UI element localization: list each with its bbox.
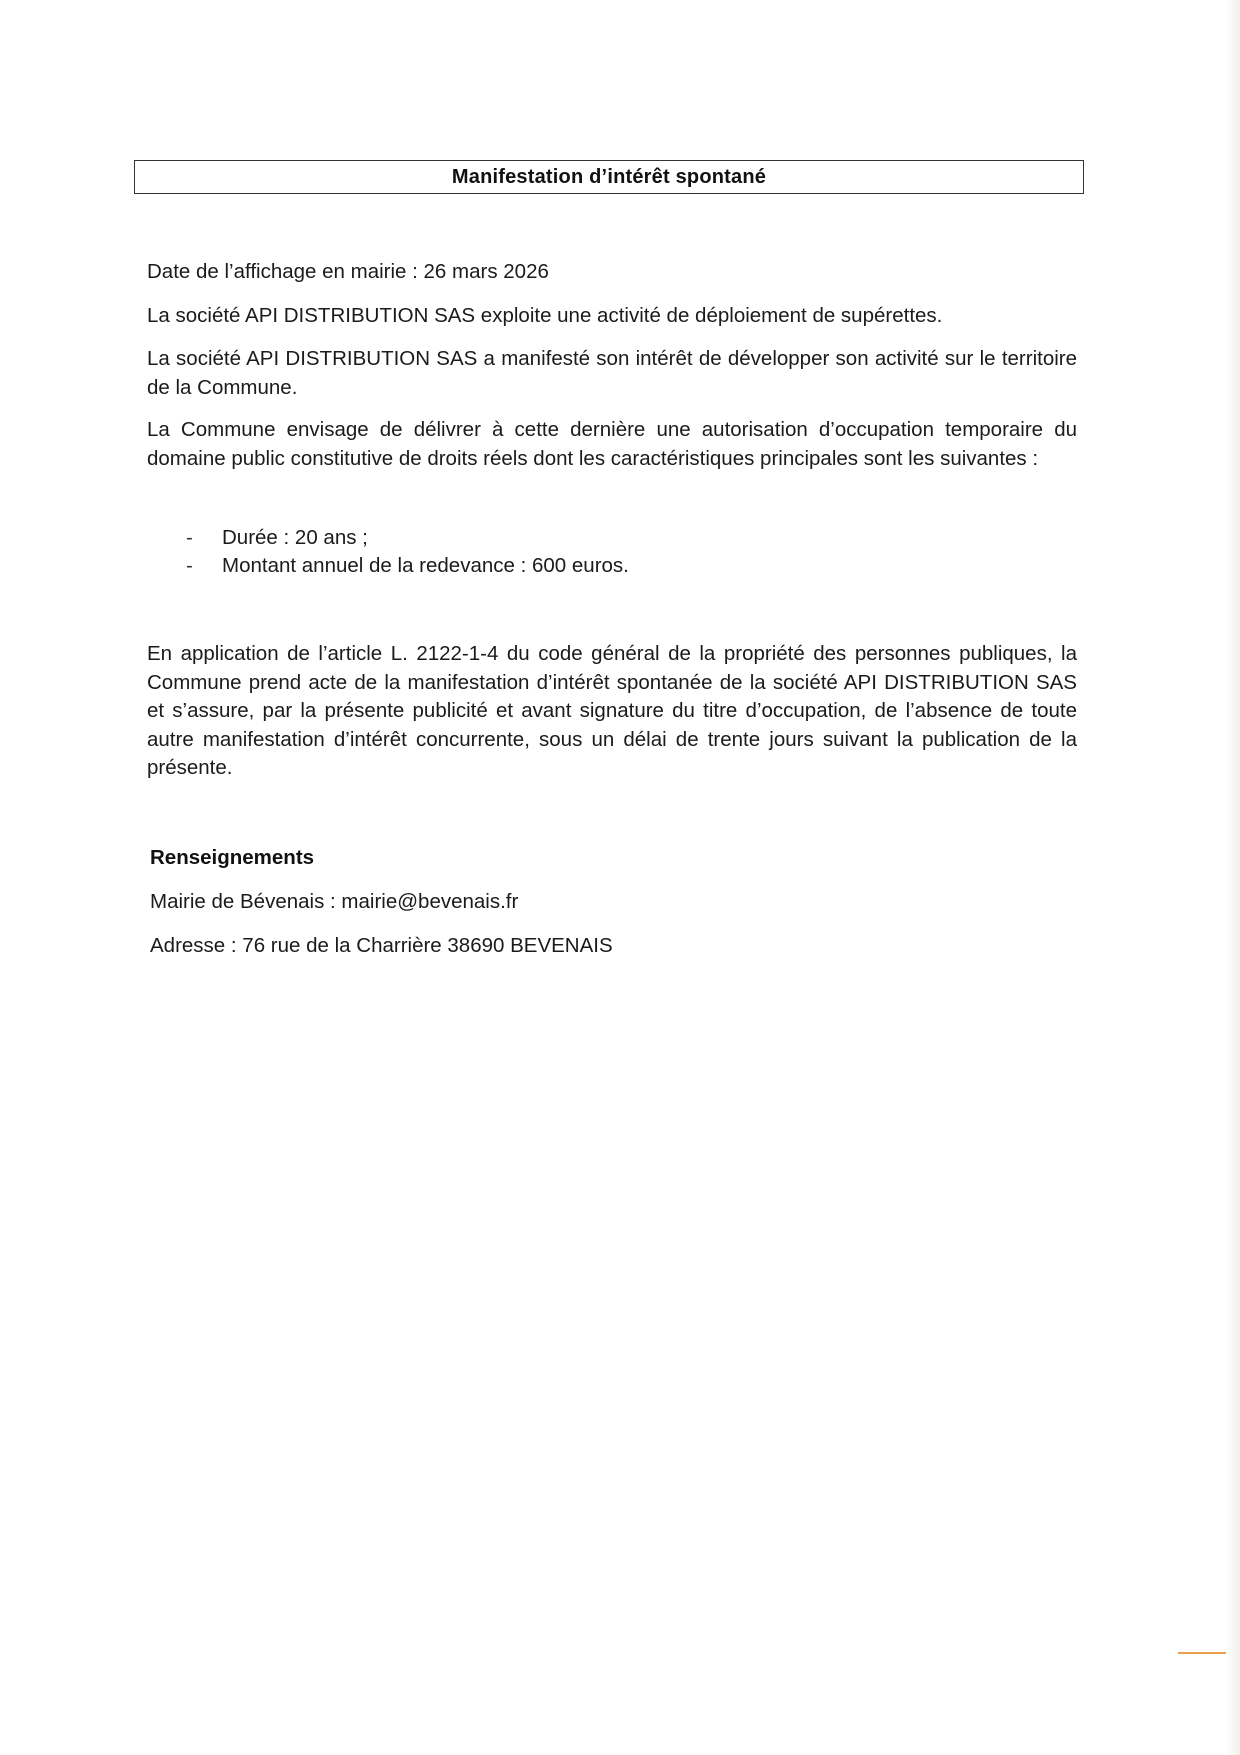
- paragraph-interest: La société API DISTRIBUTION SAS a manifesté son intérêt de développer son activité sur le territoire de la Commune.: [147, 347, 1077, 399]
- characteristics-list: [186, 524, 629, 580]
- list-item: [186, 524, 629, 552]
- company-activity-paragraph: [147, 302, 1077, 331]
- contact-address-line: Adresse : 76 rue de la Charrière 38690 BEVENAIS: [150, 934, 613, 957]
- paragraph-company-activity: La société API DISTRIBUTION SAS exploite une activité de déploiement de supérettes.: [147, 304, 943, 327]
- bullet-dash: -: [186, 554, 193, 577]
- interest-paragraph: [147, 345, 1077, 402]
- orange-edge-mark: [1178, 1652, 1226, 1654]
- legal-paragraph-block: [147, 640, 1077, 783]
- list-item: [186, 552, 629, 580]
- paragraph-legal: En application de l’article L. 2122-1-4 du code général de la propriété des personnes publiques, la Commune prend acte de la manifestation d’intérêt spontanée de la société API DISTRIBUTION SAS et s’assure, par la présente publicité et avant signature du titre d’occupation, de l’absence de toute autre manifestation d’intérêt concurrente, sous un délai de trente jours suivant la publication de la présente.: [147, 642, 1077, 779]
- paragraph-authorization: La Commune envisage de délivrer à cette dernière une autorisation d’occupation temporaire du domaine public constitutive de droits réels dont les caractéristiques principales sont les suivantes :: [147, 418, 1077, 470]
- contact-email-line: Mairie de Bévenais : mairie@bevenais.fr: [150, 890, 519, 913]
- bullet-duration: Durée : 20 ans ;: [222, 526, 368, 549]
- title-box: [134, 160, 1084, 194]
- authorization-paragraph: [147, 416, 1077, 473]
- document-title: Manifestation d’intérêt spontané: [451, 165, 767, 188]
- bullet-dash: -: [186, 526, 193, 549]
- paragraph-display-date: Date de l’affichage en mairie : 26 mars 2026: [147, 260, 549, 283]
- scan-edge-shadow: [1226, 0, 1240, 1755]
- display-date-paragraph: [147, 258, 1077, 287]
- contact-heading: Renseignements: [150, 846, 315, 869]
- bullet-fee: Montant annuel de la redevance : 600 euros.: [222, 554, 629, 577]
